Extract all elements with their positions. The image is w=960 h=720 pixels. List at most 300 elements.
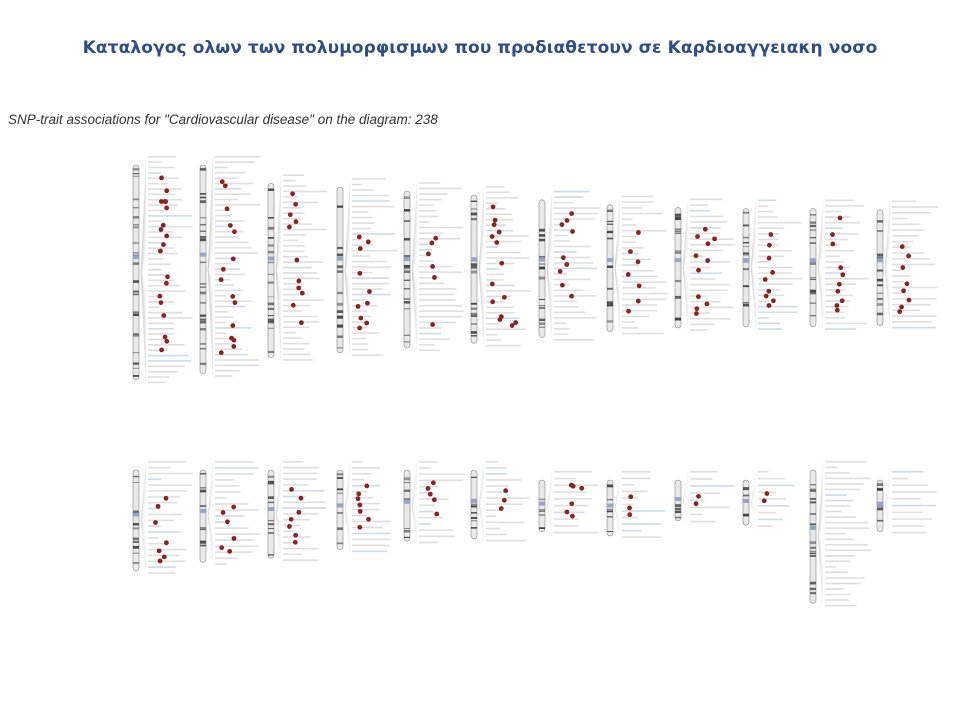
- chromosome-band: [268, 303, 274, 306]
- annotation-text-placeholder: [215, 193, 251, 195]
- annotation-text-placeholder: [758, 250, 792, 252]
- chromosome-9-centromere: [675, 258, 682, 262]
- snp-association-dot: [559, 222, 564, 227]
- chromosome-20-centromere: [607, 503, 614, 507]
- chromosome-band: [539, 305, 545, 306]
- snp-association-dot: [158, 249, 163, 254]
- snp-association-dot: [493, 218, 498, 223]
- annotation-text-placeholder: [148, 274, 167, 276]
- chromosome-band: [810, 222, 816, 224]
- annotation-text-placeholder: [622, 264, 639, 266]
- chromosome-12: [877, 201, 938, 329]
- chromosome-band: [268, 227, 274, 230]
- annotation-text-placeholder: [352, 461, 363, 463]
- annotation-text-placeholder: [690, 318, 731, 320]
- chromosome-band: [539, 234, 545, 237]
- chromosome-band: [337, 270, 343, 272]
- annotation-text-placeholder: [352, 200, 390, 202]
- chromosome-band: [743, 304, 749, 307]
- annotation-text-placeholder: [892, 292, 904, 294]
- annotation-text-placeholder: [892, 287, 937, 289]
- annotation-text-placeholder: [825, 494, 847, 496]
- chromosome-band: [337, 337, 343, 338]
- annotation-text-placeholder: [690, 312, 710, 314]
- annotation-text-placeholder: [892, 275, 911, 277]
- chromosome-20-body: [607, 480, 613, 536]
- chromosome-band: [268, 481, 274, 484]
- chromosome-16: [337, 461, 392, 552]
- annotation-text-placeholder: [148, 490, 187, 492]
- snp-association-dot: [227, 549, 232, 554]
- annotation-text-placeholder: [148, 566, 176, 568]
- annotation-text-placeholder: [554, 491, 586, 493]
- snp-association-dot: [161, 313, 166, 318]
- chromosome-band: [200, 287, 206, 288]
- chromosome-band: [200, 262, 206, 263]
- annotation-text-placeholder: [892, 485, 928, 487]
- chromosome-band: [743, 254, 749, 256]
- annotation-text-placeholder: [419, 523, 431, 525]
- snp-association-dot: [430, 241, 435, 246]
- annotation-text-placeholder: [215, 503, 248, 505]
- annotation-text-placeholder: [825, 483, 864, 485]
- annotation-text-placeholder: [215, 215, 231, 217]
- snp-association-dot: [293, 202, 298, 207]
- annotation-text-placeholder: [215, 311, 229, 313]
- annotation-text-placeholder: [215, 370, 240, 372]
- annotation-text-placeholder: [758, 505, 790, 507]
- annotation-text-placeholder: [486, 516, 496, 518]
- annotation-text-placeholder: [622, 510, 665, 512]
- chromosome-2-body: [200, 165, 206, 374]
- annotation-text-placeholder: [419, 227, 463, 229]
- annotation-text-placeholder: [215, 332, 226, 334]
- annotation-text-placeholder: [486, 345, 521, 347]
- snp-association-dot: [291, 303, 296, 308]
- chromosome-19-centromere: [539, 502, 546, 506]
- annotation-leader: [208, 516, 213, 564]
- annotation-text-placeholder: [419, 327, 441, 329]
- chromosome-band: [200, 217, 206, 218]
- snp-association-dot: [768, 232, 773, 237]
- snp-association-dot: [560, 283, 565, 288]
- snp-association-dot: [358, 509, 363, 514]
- annotation-text-placeholder: [486, 202, 497, 204]
- chromosome-band: [200, 238, 206, 241]
- chromosome-band: [200, 473, 206, 474]
- chromosome-Y-centromere: [877, 502, 884, 506]
- annotation-text-placeholder: [825, 472, 849, 474]
- annotation-text-placeholder: [825, 566, 836, 568]
- annotation-text-placeholder: [892, 223, 920, 225]
- annotation-leader: [547, 506, 552, 533]
- chromosome-band: [268, 189, 274, 190]
- chromosome-10-centromere: [743, 258, 750, 262]
- annotation-text-placeholder: [283, 256, 308, 258]
- chromosome-10: [743, 200, 803, 330]
- annotation-text-placeholder: [758, 200, 776, 202]
- chromosome-22-centromere: [743, 499, 750, 503]
- chromosome-19: [539, 471, 599, 533]
- chromosome-band: [675, 217, 681, 218]
- annotation-text-placeholder: [690, 290, 728, 292]
- chromosome-band: [810, 242, 816, 244]
- chromosome-band: [810, 214, 816, 215]
- annotation-text-placeholder: [825, 505, 850, 507]
- snp-association-dot: [163, 199, 168, 204]
- snp-association-dot: [628, 249, 633, 254]
- snp-association-dot: [570, 514, 575, 519]
- snp-association-dot: [694, 306, 699, 311]
- annotation-text-placeholder: [554, 213, 598, 215]
- annotation-text-placeholder: [486, 246, 498, 248]
- annotation-text-placeholder: [352, 503, 380, 505]
- annotation-text-placeholder: [554, 295, 596, 297]
- chromosome-band: [200, 542, 206, 544]
- annotation-text-placeholder: [283, 299, 324, 301]
- snp-association-dot: [230, 323, 235, 328]
- snp-association-dot: [626, 272, 631, 277]
- annotation-text-placeholder: [283, 337, 303, 339]
- annotation-text-placeholder: [283, 519, 310, 521]
- chromosome-band: [133, 546, 139, 549]
- annotation-text-placeholder: [622, 536, 661, 538]
- annotation-text-placeholder: [892, 525, 924, 527]
- annotation-text-placeholder: [690, 272, 722, 274]
- annotation-text-placeholder: [486, 241, 522, 243]
- chromosome-band: [268, 244, 274, 246]
- annotation-text-placeholder: [148, 473, 193, 475]
- annotation-text-placeholder: [352, 244, 373, 246]
- annotation-text-placeholder: [758, 222, 802, 224]
- annotation-leader: [683, 486, 688, 500]
- chromosome-band: [810, 501, 816, 503]
- snp-association-dot: [840, 298, 845, 303]
- chromosome-band: [743, 252, 749, 253]
- snp-association-dot: [219, 277, 224, 282]
- annotation-text-placeholder: [148, 531, 180, 533]
- annotation-text-placeholder: [758, 519, 783, 521]
- snp-association-dot: [299, 496, 304, 501]
- snp-association-dot: [430, 322, 435, 327]
- annotation-text-placeholder: [352, 539, 391, 541]
- snp-association-dot: [579, 486, 584, 491]
- annotation-text-placeholder: [352, 551, 387, 553]
- chromosome-band: [404, 528, 410, 529]
- chromosome-band: [133, 224, 139, 226]
- chromosome-band: [471, 313, 477, 315]
- annotation-text-placeholder: [419, 316, 462, 318]
- chromosome-band: [607, 231, 613, 233]
- chromosome-band: [268, 528, 274, 529]
- snp-association-dot: [764, 491, 769, 496]
- snp-association-dot: [705, 258, 710, 263]
- annotation-text-placeholder: [148, 484, 192, 486]
- chromosome-band: [337, 247, 343, 249]
- annotation-leader: [547, 492, 552, 506]
- annotation-text-placeholder: [215, 551, 252, 553]
- snp-association-dot: [356, 496, 361, 501]
- snp-association-dot: [287, 524, 292, 529]
- chromosome-band: [133, 291, 139, 293]
- annotation-text-placeholder: [283, 343, 309, 345]
- annotation-text-placeholder: [148, 543, 165, 545]
- annotation-text-placeholder: [283, 502, 325, 504]
- snp-association-dot: [290, 191, 295, 196]
- annotation-text-placeholder: [486, 534, 507, 536]
- annotation-text-placeholder: [622, 299, 666, 301]
- chromosome-band: [877, 313, 883, 316]
- chromosome-band: [133, 333, 139, 334]
- snp-association-dot: [164, 281, 169, 286]
- annotation-text-placeholder: [148, 220, 162, 222]
- annotation-text-placeholder: [554, 246, 591, 248]
- chromosome-band: [471, 266, 477, 269]
- annotation-text-placeholder: [215, 236, 239, 238]
- annotation-text-placeholder: [892, 218, 907, 220]
- annotation-text-placeholder: [283, 305, 311, 307]
- annotation-leader: [751, 479, 756, 503]
- annotation-text-placeholder: [622, 333, 664, 335]
- annotation-text-placeholder: [486, 307, 513, 309]
- chromosome-14-body: [200, 470, 206, 562]
- chromosome-band: [337, 318, 343, 319]
- chromosome-2: [200, 156, 261, 377]
- annotation-text-placeholder: [758, 228, 784, 230]
- annotation-text-placeholder: [283, 316, 318, 318]
- chromosome-band: [268, 476, 274, 478]
- annotation-text-placeholder: [486, 323, 499, 325]
- annotation-text-placeholder: [622, 224, 637, 226]
- chromosome-band: [404, 268, 410, 269]
- chromosome-band: [471, 477, 477, 478]
- chromosome-band: [268, 315, 274, 316]
- annotation-text-placeholder: [148, 525, 161, 527]
- chromosome-band: [133, 553, 139, 554]
- snp-association-dot: [830, 232, 835, 237]
- annotation-text-placeholder: [825, 267, 849, 269]
- annotation-text-placeholder: [622, 259, 651, 261]
- annotation-text-placeholder: [352, 266, 391, 268]
- chromosome-band: [877, 284, 883, 286]
- chromosome-band: [810, 279, 816, 280]
- annotation-text-placeholder: [419, 260, 433, 262]
- chromosome-band: [268, 237, 274, 239]
- annotation-text-placeholder: [148, 514, 182, 516]
- chromosome-band: [539, 307, 545, 308]
- chromosome-band: [200, 505, 206, 506]
- chromosome-8-centromere: [607, 258, 614, 262]
- annotation-text-placeholder: [825, 561, 851, 563]
- annotation-text-placeholder: [148, 502, 177, 504]
- annotation-text-placeholder: [825, 228, 842, 230]
- chromosome-band: [200, 224, 206, 226]
- chromosome-17-centromere: [404, 500, 411, 504]
- annotation-text-placeholder: [486, 334, 497, 336]
- annotation-text-placeholder: [892, 327, 936, 329]
- annotation-text-placeholder: [419, 536, 455, 538]
- annotation-text-placeholder: [825, 489, 860, 491]
- annotation-text-placeholder: [215, 497, 227, 499]
- annotation-text-placeholder: [892, 212, 931, 214]
- annotation-text-placeholder: [215, 161, 255, 163]
- annotation-text-placeholder: [758, 317, 769, 319]
- annotation-text-placeholder: [892, 310, 920, 312]
- annotation-text-placeholder: [283, 174, 304, 176]
- annotation-text-placeholder: [283, 223, 312, 225]
- chromosome-band: [337, 316, 343, 317]
- chromosome-7-centromere: [539, 258, 546, 262]
- annotation-text-placeholder: [215, 316, 233, 318]
- snp-association-dot: [164, 234, 169, 239]
- snp-association-dot: [636, 259, 641, 264]
- chromosome-band: [675, 296, 681, 299]
- annotation-text-placeholder: [283, 478, 317, 480]
- snp-association-dot: [296, 279, 301, 284]
- annotation-text-placeholder: [148, 312, 183, 314]
- snp-association-dot: [569, 294, 574, 299]
- annotation-text-placeholder: [352, 184, 363, 186]
- annotation-text-placeholder: [486, 274, 504, 276]
- chromosome-band: [810, 541, 816, 544]
- annotation-text-placeholder: [622, 523, 661, 525]
- annotation-text-placeholder: [283, 348, 305, 350]
- chromosome-band: [268, 308, 274, 310]
- snp-association-dot: [164, 206, 169, 211]
- snp-association-dot: [431, 480, 436, 485]
- snp-association-dot: [570, 229, 575, 234]
- snp-association-dot: [220, 179, 225, 184]
- snp-association-dot: [627, 506, 632, 511]
- chromosome-3-body: [268, 183, 274, 357]
- chromosome-band: [810, 484, 816, 485]
- snp-association-dot: [432, 275, 437, 280]
- chromosome-band: [404, 498, 410, 499]
- chromosome-band: [743, 495, 749, 497]
- snp-association-dot: [712, 236, 717, 241]
- annotation-text-placeholder: [825, 500, 854, 502]
- snp-association-dot: [232, 338, 237, 343]
- annotation-text-placeholder: [554, 301, 577, 303]
- chromosome-band: [675, 280, 681, 282]
- annotation-text-placeholder: [554, 312, 585, 314]
- annotation-text-placeholder: [758, 525, 773, 527]
- chromosome-band: [471, 520, 477, 521]
- chromosome-16-body: [337, 470, 343, 550]
- snp-association-dot: [356, 304, 361, 309]
- annotation-text-placeholder: [215, 348, 243, 350]
- snp-association-dot: [366, 239, 371, 244]
- chromosome-band: [404, 288, 410, 289]
- annotation-text-placeholder: [352, 515, 366, 517]
- annotation-text-placeholder: [825, 328, 856, 330]
- annotation-text-placeholder: [148, 572, 175, 574]
- annotation-text-placeholder: [215, 533, 260, 535]
- snp-association-dot: [490, 234, 495, 239]
- chromosome-band: [337, 477, 343, 479]
- annotation-text-placeholder: [622, 316, 649, 318]
- annotation-text-placeholder: [283, 554, 302, 556]
- chromosome-band: [743, 487, 749, 490]
- annotation-text-placeholder: [622, 270, 653, 272]
- annotation-text-placeholder: [352, 527, 383, 529]
- annotation-leader: [885, 268, 890, 328]
- chromosome-band: [404, 209, 410, 212]
- annotation-text-placeholder: [283, 180, 295, 182]
- annotation-text-placeholder: [892, 471, 923, 473]
- annotation-leader: [885, 492, 890, 506]
- snp-association-dot: [287, 225, 292, 230]
- chromosome-band: [404, 265, 410, 266]
- chromosome-22: [743, 471, 795, 527]
- annotation-text-placeholder: [148, 194, 176, 196]
- snp-association-dot: [219, 350, 224, 355]
- annotation-text-placeholder: [554, 240, 570, 242]
- snp-association-dot: [695, 234, 700, 239]
- chromosome-band: [743, 212, 749, 214]
- chromosome-band: [133, 252, 139, 253]
- annotation-text-placeholder: [148, 376, 170, 378]
- annotation-text-placeholder: [825, 300, 851, 302]
- chromosome-4: [337, 178, 398, 356]
- chromosome-band: [404, 238, 410, 240]
- annotation-text-placeholder: [283, 207, 302, 209]
- chromosome-band: [607, 499, 613, 501]
- chromosome-band: [200, 292, 206, 294]
- chromosome-19-body: [539, 480, 545, 532]
- annotation-text-placeholder: [148, 467, 170, 469]
- snp-association-dot: [498, 317, 503, 322]
- annotation-text-placeholder: [148, 461, 186, 463]
- chromosome-band: [810, 262, 816, 265]
- annotation-text-placeholder: [690, 521, 716, 523]
- annotation-text-placeholder: [283, 212, 305, 214]
- chromosome-band: [268, 328, 274, 329]
- annotation-text-placeholder: [690, 329, 707, 331]
- snp-association-dot: [628, 494, 633, 499]
- annotation-leader: [479, 504, 484, 540]
- snp-association-dot: [770, 270, 775, 275]
- annotation-text-placeholder: [690, 210, 710, 212]
- annotation-text-placeholder: [690, 478, 713, 480]
- annotation-text-placeholder: [215, 290, 243, 292]
- snp-association-dot: [232, 229, 237, 234]
- snp-association-dot: [499, 261, 504, 266]
- annotation-text-placeholder: [352, 349, 368, 351]
- chromosome-band: [268, 281, 274, 283]
- chromosome-band: [268, 532, 274, 534]
- snp-association-dot: [162, 555, 167, 560]
- snp-association-dot: [357, 271, 362, 276]
- annotation-text-placeholder: [758, 239, 779, 241]
- snp-association-dot: [300, 291, 305, 296]
- annotation-text-placeholder: [825, 317, 845, 319]
- annotation-text-placeholder: [352, 189, 374, 191]
- annotation-text-placeholder: [554, 229, 573, 231]
- annotation-text-placeholder: [892, 478, 908, 480]
- snp-association-dot: [900, 244, 905, 249]
- annotation-text-placeholder: [283, 267, 312, 269]
- annotation-text-placeholder: [283, 490, 324, 492]
- annotation-text-placeholder: [825, 461, 867, 463]
- annotation-text-placeholder: [758, 272, 792, 274]
- snp-association-dot: [899, 305, 904, 310]
- chromosome-band: [337, 303, 343, 306]
- chromosome-band: [675, 250, 681, 252]
- annotation-text-placeholder: [283, 196, 298, 198]
- annotation-text-placeholder: [283, 310, 301, 312]
- chromosome-band: [133, 352, 139, 353]
